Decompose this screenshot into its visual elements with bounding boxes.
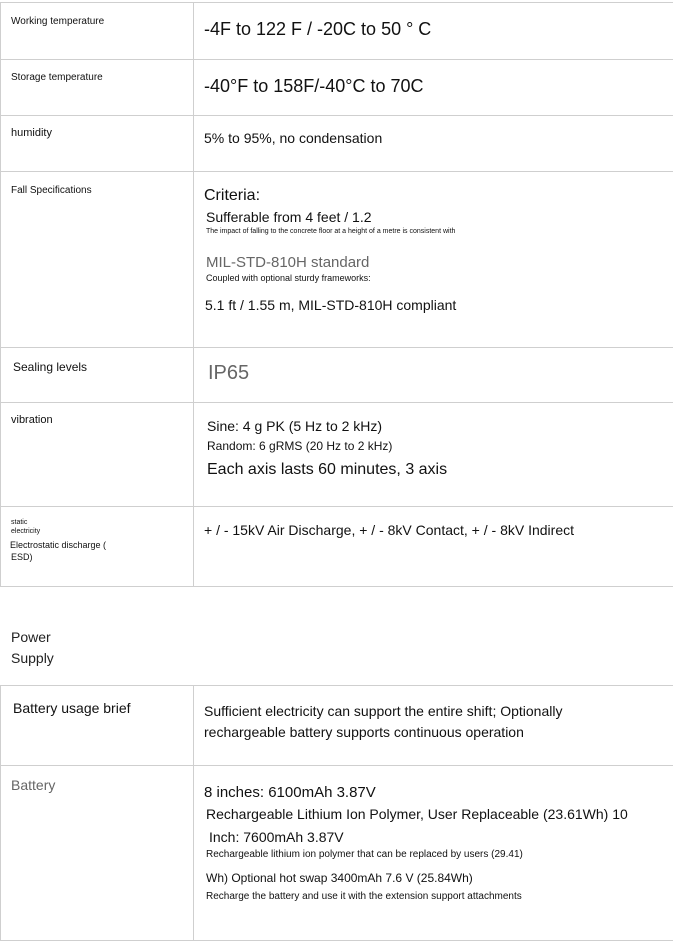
- table-row: [1, 3, 673, 60]
- environment-spec-table: [0, 2, 673, 587]
- spec-line: Each axis lasts 60 minutes, 3 axis: [207, 460, 665, 480]
- spec-label: Storage temperature: [1, 60, 193, 84]
- spec-line: Sufferable from 4 feet / 1.2: [204, 208, 665, 226]
- row-value-cell: [194, 507, 673, 587]
- row-value-cell: [194, 403, 673, 507]
- section-heading-line: Power: [11, 627, 54, 648]
- spec-line: Coupled with optional sturdy frameworks:: [204, 273, 665, 284]
- table-row: [1, 686, 673, 766]
- spec-line: rechargeable battery supports continuous operation: [204, 722, 665, 743]
- spec-line: Sine: 4 g PK (5 Hz to 2 kHz): [207, 417, 665, 435]
- table-row: [1, 766, 673, 941]
- row-label-cell: [1, 116, 194, 172]
- row-value-cell: [194, 116, 673, 172]
- row-value-cell: [194, 60, 673, 116]
- power-spec-table: [0, 685, 673, 941]
- spec-value: -4F to 122 F / -20C to 50 ° C: [194, 3, 673, 40]
- row-value-cell: [194, 3, 673, 60]
- spec-line: Sufficient electricity can support the entire shift; Optionally: [204, 701, 665, 722]
- row-label-cell: [1, 3, 194, 60]
- row-label-cell: [1, 348, 194, 403]
- spec-line: Rechargeable Lithium Ion Polymer, User Replaceable (23.61Wh) 10: [204, 804, 665, 824]
- row-label-cell: [1, 172, 194, 348]
- row-label-cell: [1, 60, 194, 116]
- spec-label-line: Electrostatic discharge (: [10, 539, 184, 551]
- row-label-cell: [1, 403, 194, 507]
- spec-value: + / - 15kV Air Discharge, + / - 8kV Contact, + / - 8kV Indirect: [194, 507, 673, 538]
- table-row: [1, 403, 673, 507]
- spec-line: 8 inches: 6100mAh 3.87V: [204, 783, 665, 802]
- spec-line: Criteria:: [204, 186, 665, 206]
- row-value-cell: [194, 348, 673, 403]
- row-label-cell: [1, 686, 194, 766]
- spec-line: MIL-STD-810H standard: [204, 254, 665, 272]
- table-row: [1, 507, 673, 587]
- spec-label-line: ESD): [11, 551, 184, 563]
- spec-label: Battery usage brief: [1, 686, 193, 715]
- spec-line: The impact of falling to the concrete floor at a height of a metre is consistent with: [204, 227, 665, 236]
- spec-label-line: electricity: [11, 527, 184, 536]
- spec-label: Sealing levels: [1, 348, 193, 374]
- table-row: [1, 60, 673, 116]
- row-value-cell: [194, 766, 673, 941]
- section-heading: [11, 627, 54, 669]
- spec-label: humidity: [1, 116, 193, 140]
- row-value-cell: [194, 686, 673, 766]
- spec-line: Wh) Optional hot swap 3400mAh 7.6 V (25.84Wh): [204, 870, 665, 886]
- row-value-cell: [194, 172, 673, 348]
- spec-label: Working temperature: [1, 3, 193, 28]
- spec-line: Inch: 7600mAh 3.87V: [204, 827, 665, 847]
- spec-line: Recharge the battery and use it with the extension support attachments: [204, 890, 665, 904]
- table-row: [1, 348, 673, 403]
- spec-label: vibration: [1, 403, 193, 427]
- row-label-cell: [1, 507, 194, 587]
- spec-label-line: static: [11, 518, 184, 527]
- spec-label: Battery: [1, 766, 193, 792]
- spec-value: IP65: [194, 348, 673, 385]
- spec-line: Random: 6 gRMS (20 Hz to 2 kHz): [207, 438, 665, 454]
- spec-value: -40°F to 158F/-40°C to 70C: [194, 60, 673, 97]
- section-heading-line: Supply: [11, 648, 54, 669]
- table-row: [1, 172, 673, 348]
- table-row: [1, 116, 673, 172]
- spec-label: Fall Specifications: [1, 172, 193, 197]
- spec-value: 5% to 95%, no condensation: [194, 116, 673, 146]
- spec-line: Rechargeable lithium ion polymer that can be replaced by users (29.41): [204, 848, 665, 862]
- spec-line: 5.1 ft / 1.55 m, MIL-STD-810H compliant: [204, 296, 665, 314]
- row-label-cell: [1, 766, 194, 941]
